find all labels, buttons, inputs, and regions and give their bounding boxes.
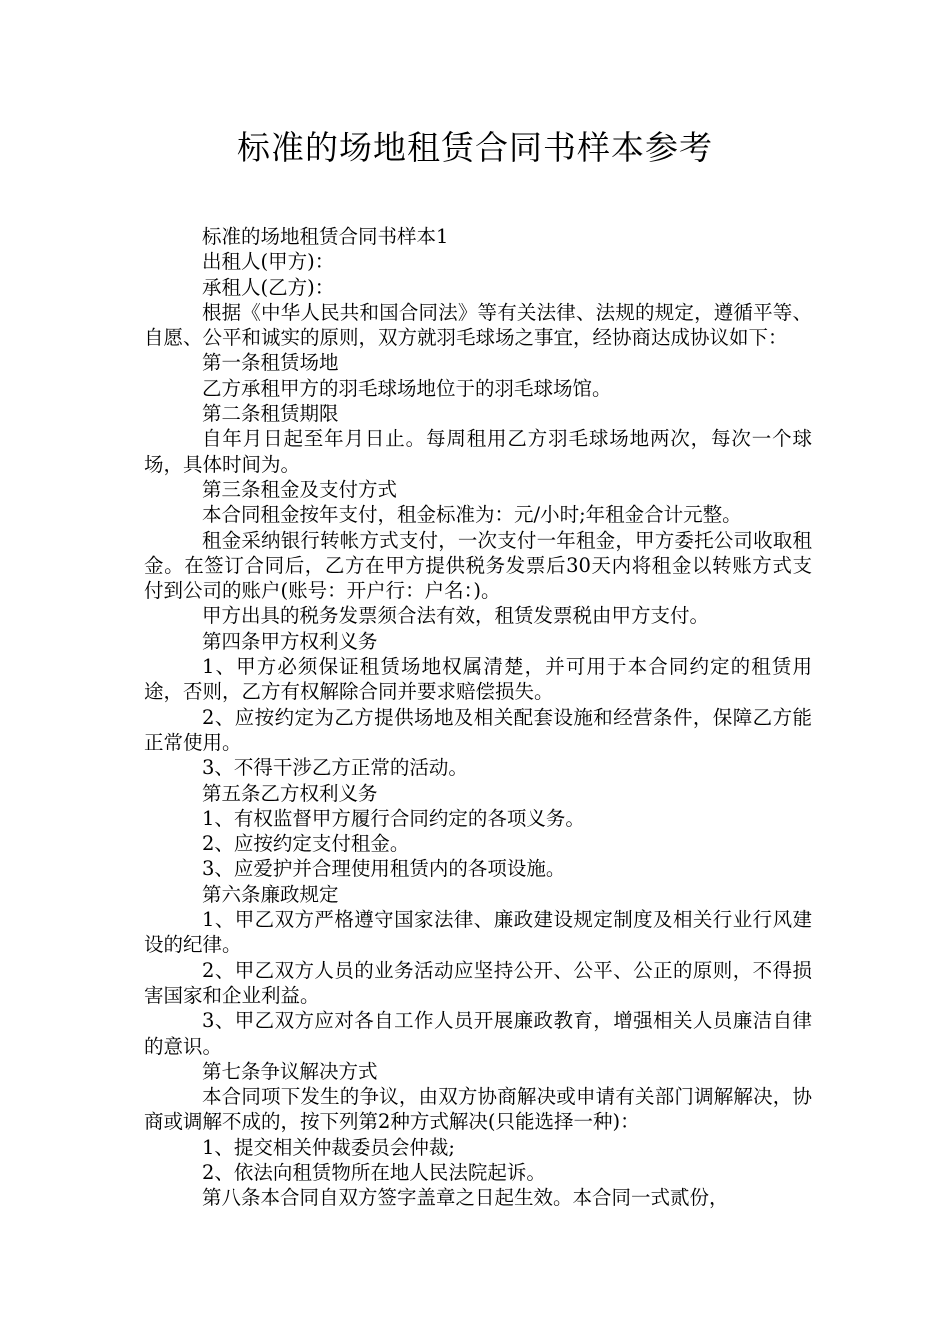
- paragraph: 甲方出具的税务发票须合法有效，租赁发票税由甲方支付。: [202, 604, 710, 628]
- list-item: 3、不得干涉乙方正常的活动。: [202, 756, 468, 780]
- section-heading: 第一条租赁场地: [202, 351, 339, 375]
- paragraph: 承租人(乙方)：: [202, 275, 335, 299]
- list-item: 2、甲乙双方人员的业务活动应坚持公开、公平、公正的原则，不得损害国家和企业利益。: [144, 958, 812, 1007]
- paragraph: 租金采纳银行转帐方式支付，一次支付一年租金，甲方委托公司收取租金。在签订合同后，乙方在甲方提供税务发票后30天内将租金以转账方式支付到公司的账户(账号：开户行：户名：)。: [144, 528, 812, 603]
- list-item: 2、应按约定支付租金。: [202, 832, 410, 856]
- paragraph: 自年月日起至年月日止。每周租用乙方羽毛球场地两次，每次一个球场，具体时间为。: [144, 427, 812, 476]
- list-item: 1、有权监督甲方履行合同约定的各项义务。: [202, 806, 585, 830]
- list-item: 1、甲方必须保证租赁场地权属清楚，并可用于本合同约定的租赁用途，否则，乙方有权解除合同并要求赔偿损失。: [144, 655, 812, 704]
- paragraph: 标准的场地租赁合同书样本1: [202, 225, 449, 248]
- section-heading: 第八条本合同自双方签字盖章之日起生效。本合同一式贰份，: [202, 1186, 729, 1210]
- paragraph: 出租人(甲方)：: [202, 250, 335, 274]
- document-title: 标准的场地租赁合同书样本参考: [237, 128, 713, 167]
- section-heading: 第三条租金及支付方式: [202, 477, 398, 501]
- paragraph: 根据《中华人民共和国合同法》等有关法律、法规的规定，遵循平等、自愿、公平和诚实的原则，双方就羽毛球场之事宜，经协商达成协议如下：: [144, 300, 812, 350]
- section-heading: 第四条甲方权利义务: [202, 629, 378, 653]
- list-item: 1、甲乙双方严格遵守国家法律、廉政建设规定制度及相关行业行风建设的纪律。: [144, 908, 812, 957]
- section-heading: 第六条廉政规定: [202, 882, 339, 906]
- list-item: 2、依法向租赁物所在地人民法院起诉。: [202, 1160, 546, 1184]
- section-heading: 第二条租赁期限: [202, 402, 339, 426]
- list-item: 1、提交相关仲裁委员会仲裁;: [202, 1135, 455, 1159]
- list-item: 3、应爱护并合理使用租赁内的各项设施。: [202, 857, 566, 881]
- paragraph: 本合同租金按年支付，租金标准为：元/小时;年租金合计元整。: [202, 503, 742, 527]
- list-item: 3、甲乙双方应对各自工作人员开展廉政教育，增强相关人员廉洁自律的意识。: [144, 1009, 812, 1058]
- document-body: [144, 224, 812, 1211]
- list-item: 2、应按约定为乙方提供场地及相关配套设施和经营条件，保障乙方能正常使用。: [144, 705, 812, 754]
- paragraph: 本合同项下发生的争议，由双方协商解决或申请有关部门调解解决，协商或调解不成的，按下列第2种方式解决(只能选择一种)：: [144, 1085, 812, 1134]
- section-heading: 第五条乙方权利义务: [202, 781, 378, 805]
- paragraph: 乙方承租甲方的羽毛球场地位于的羽毛球场馆。: [202, 376, 612, 400]
- section-heading: 第七条争议解决方式: [202, 1059, 378, 1083]
